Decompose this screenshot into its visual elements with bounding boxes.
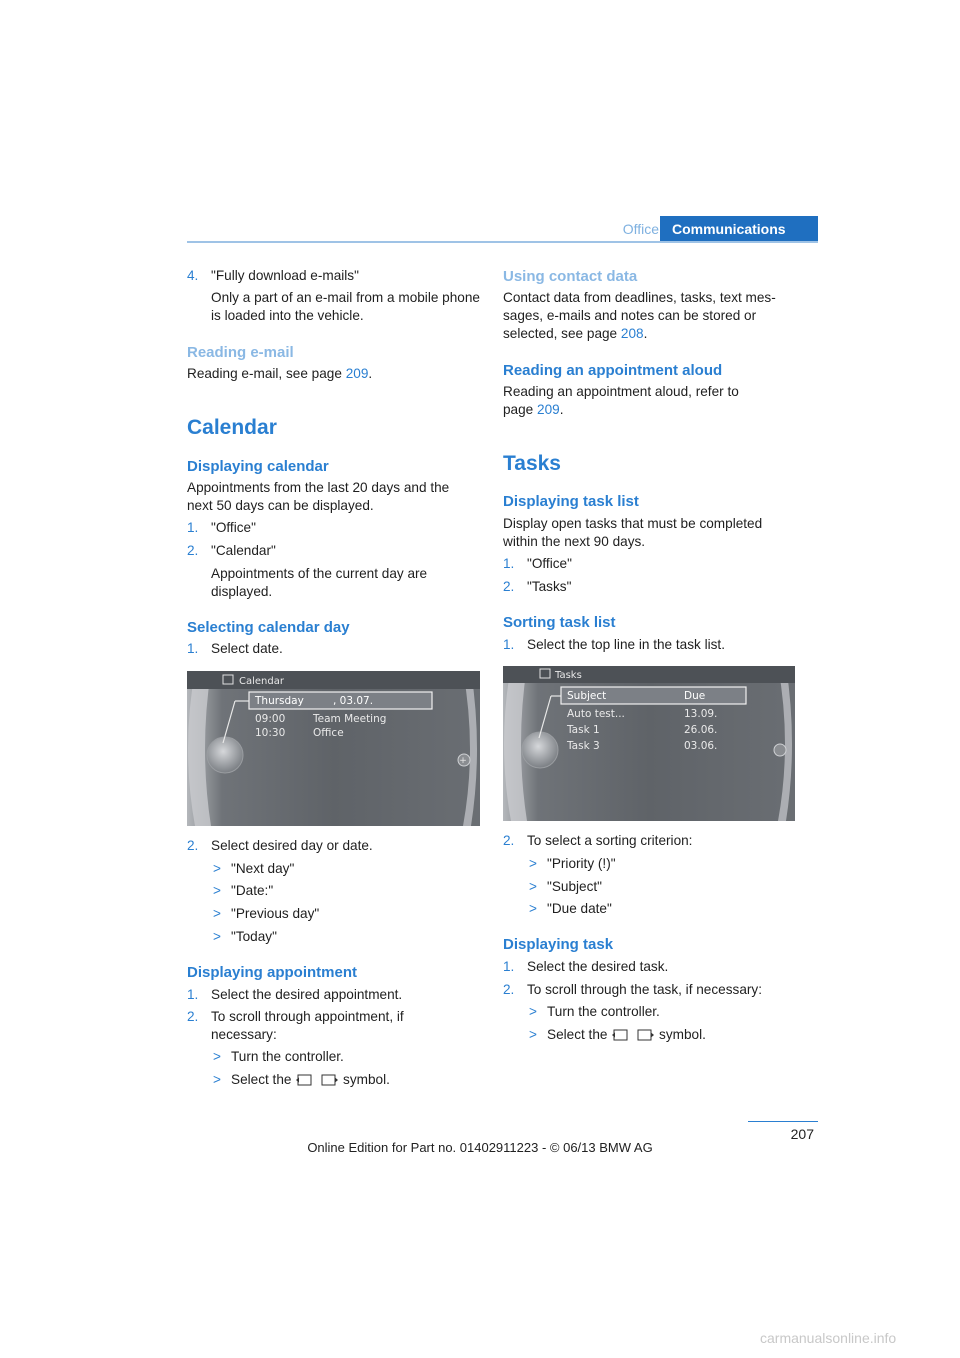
bullet-marker: > — [529, 856, 537, 871]
paragraph-line: displayed. — [211, 584, 273, 599]
paragraph-line: To scroll through the task, if necessary: — [527, 982, 762, 997]
tasks-column-due: Due — [684, 690, 706, 702]
calendar-screen-image — [187, 671, 480, 826]
task-row-subject: Auto test... — [567, 708, 625, 720]
calendar-row-title: Team Meeting — [313, 713, 387, 725]
edition-footer: Online Edition for Part no. 01402911223 - © 06/13 BMW AG — [307, 1140, 653, 1155]
menu-option: "Today" — [231, 929, 277, 944]
step-number: 1. — [503, 637, 515, 652]
menu-option: "Priority (!)" — [547, 856, 616, 871]
paragraph-line: Select the symbol. — [547, 1027, 706, 1042]
step-number: 1. — [187, 520, 199, 535]
calendar-row-title: Office — [313, 727, 344, 739]
paragraph-line: Contact data from deadlines, tasks, text mes- — [503, 290, 776, 305]
bullet-marker: > — [213, 883, 221, 898]
paragraph-line: sages, e-mails and notes can be stored or — [503, 308, 757, 323]
step-number: 2. — [503, 833, 515, 848]
paragraph-line: page 209. — [503, 402, 564, 417]
section-heading: Displaying task list — [503, 493, 639, 510]
menu-option: "Fully download e-mails" — [211, 268, 359, 283]
section-heading: Sorting task list — [503, 614, 616, 631]
svg-text:+: + — [459, 756, 467, 766]
chapter-heading: Calendar — [187, 416, 277, 439]
calendar-row-time: 10:30 — [255, 727, 286, 739]
section-heading: Displaying calendar — [187, 458, 329, 475]
section-heading: Reading an appointment aloud — [503, 362, 723, 379]
calendar-row-date: , 03.07. — [333, 695, 374, 707]
page-number-rule — [748, 1121, 818, 1122]
bullet-marker: > — [213, 861, 221, 876]
paragraph-line: Select desired day or date. — [211, 838, 373, 853]
paragraph-line: Select date. — [211, 641, 283, 656]
step-number: 1. — [187, 987, 199, 1002]
task-row-due: 03.06. — [684, 740, 718, 752]
paragraph-line: next 50 days can be displayed. — [187, 498, 374, 513]
bullet-marker: > — [213, 1072, 221, 1087]
calendar-screen-title: Calendar — [239, 676, 284, 687]
task-row-due: 26.06. — [684, 724, 718, 736]
paragraph-line: Reading e-mail, see page 209. — [187, 366, 373, 381]
calendar-row-day: Thursday — [255, 695, 304, 707]
bullet-marker: > — [213, 929, 221, 944]
calendar-row-time: 09:00 — [255, 713, 286, 725]
scroll-arrows-icon — [611, 1028, 655, 1042]
step-number: 2. — [187, 1009, 199, 1024]
menu-option: "Office" — [211, 520, 256, 535]
page-link[interactable]: 209 — [537, 402, 560, 417]
task-row-due: 13.09. — [684, 708, 718, 720]
paragraph-line: Appointments from the last 20 days and the — [187, 480, 450, 495]
tasks-column-subject: Subject — [567, 690, 607, 702]
paragraph-line: Reading an appointment aloud, refer to — [503, 384, 739, 399]
paragraph-line: Turn the controller. — [547, 1004, 660, 1019]
paragraph-line: within the next 90 days. — [503, 534, 646, 549]
page-number: 207 — [790, 1126, 814, 1142]
paragraph-line: necessary: — [211, 1027, 277, 1042]
section-label: Office — [622, 221, 659, 237]
menu-option: "Calendar" — [211, 543, 276, 558]
bullet-marker: > — [529, 901, 537, 916]
bullet-marker: > — [529, 879, 537, 894]
menu-option: "Next day" — [231, 861, 295, 876]
bullet-marker: > — [529, 1004, 537, 1019]
step-number: 2. — [187, 543, 199, 558]
step-number: 1. — [187, 641, 199, 656]
step-number: 2. — [503, 982, 515, 997]
paragraph-line: Only a part of an e-mail from a mobile phone — [211, 290, 480, 305]
menu-option: "Due date" — [547, 901, 612, 916]
paragraph-line: To select a sorting criterion: — [527, 833, 693, 848]
task-row-subject: Task 1 — [567, 724, 600, 736]
chapter-tab: Communications — [660, 216, 818, 242]
menu-option: "Previous day" — [231, 906, 320, 921]
paragraph-line: To scroll through appointment, if — [211, 1009, 404, 1024]
section-heading: Displaying appointment — [187, 964, 358, 981]
paragraph-line: Select the symbol. — [231, 1072, 390, 1087]
paragraph-line: Select the desired appointment. — [211, 987, 403, 1002]
bullet-marker: > — [213, 1049, 221, 1064]
section-heading: Using contact data — [503, 268, 638, 285]
task-row-subject: Task 3 — [567, 740, 600, 752]
paragraph-line: Appointments of the current day are — [211, 566, 428, 581]
header-rule — [187, 241, 818, 243]
step-number: 2. — [503, 579, 515, 594]
bullet-marker: > — [213, 906, 221, 921]
page-link[interactable]: 208 — [620, 326, 644, 341]
step-number: 1. — [503, 556, 515, 571]
paragraph-line: Select the desired task. — [527, 959, 669, 974]
section-heading: Selecting calendar day — [187, 619, 350, 636]
menu-option: "Office" — [527, 556, 572, 571]
step-number: 4. — [187, 268, 199, 283]
page-link[interactable]: 209 — [345, 366, 369, 381]
menu-option: "Tasks" — [527, 579, 572, 594]
scroll-arrows-icon — [295, 1073, 339, 1087]
chapter-heading: Tasks — [503, 452, 561, 475]
step-number: 1. — [503, 959, 515, 974]
tasks-screen-title: Tasks — [555, 670, 582, 681]
step-number: 2. — [187, 838, 199, 853]
tasks-screen-image — [503, 666, 795, 821]
section-heading: Displaying task — [503, 936, 614, 953]
section-heading: Reading e-mail — [187, 344, 294, 361]
paragraph-line: is loaded into the vehicle. — [211, 308, 364, 323]
paragraph-line: Display open tasks that must be completed — [503, 516, 763, 531]
paragraph-line: Select the top line in the task list. — [527, 637, 725, 652]
watermark: carmanualsonline.info — [760, 1330, 897, 1346]
paragraph-line: selected, see page 208. — [503, 326, 648, 341]
bullet-marker: > — [529, 1027, 537, 1042]
paragraph-line: Turn the controller. — [231, 1049, 344, 1064]
menu-option: "Subject" — [547, 879, 602, 894]
menu-option: "Date:" — [231, 883, 274, 898]
